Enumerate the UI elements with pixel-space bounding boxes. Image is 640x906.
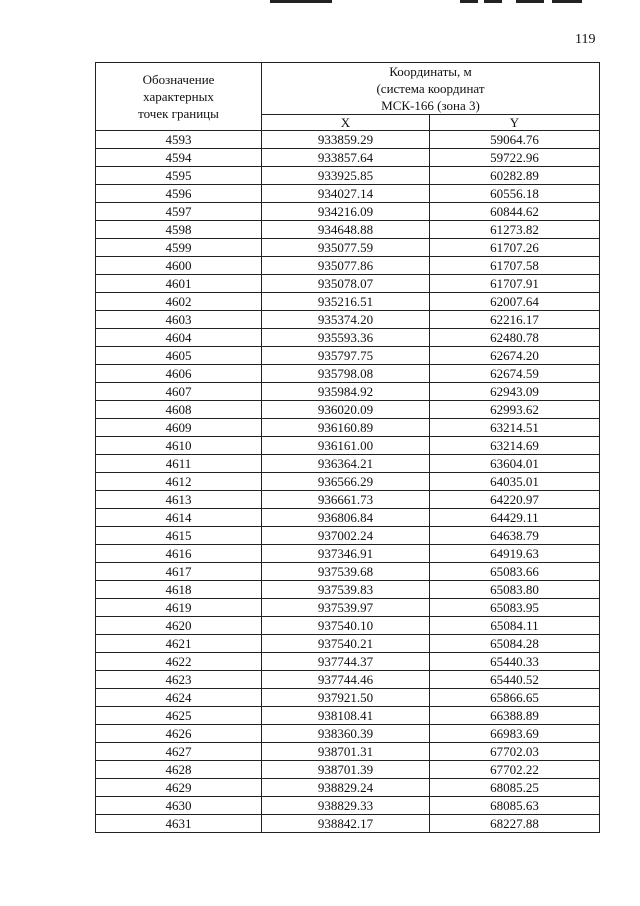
x-column-header: X — [262, 115, 430, 131]
x-coordinate-cell: 935798.08 — [262, 365, 430, 383]
coordinates-header — [262, 63, 600, 115]
y-coordinate-cell: 62216.17 — [430, 311, 600, 329]
point-id-cell: 4606 — [96, 365, 262, 383]
x-coordinate-cell: 933925.85 — [262, 167, 430, 185]
x-coordinate-cell: 937539.83 — [262, 581, 430, 599]
y-coordinate-cell: 61707.91 — [430, 275, 600, 293]
y-coordinate-cell: 62674.20 — [430, 347, 600, 365]
point-id-cell: 4607 — [96, 383, 262, 401]
x-coordinate-cell: 936566.29 — [262, 473, 430, 491]
header-line: МСК-166 (зона 3) — [381, 98, 480, 113]
x-coordinate-cell: 935374.20 — [262, 311, 430, 329]
table-row — [96, 437, 600, 455]
point-id-cell: 4603 — [96, 311, 262, 329]
table-row — [96, 221, 600, 239]
table-row — [96, 653, 600, 671]
x-coordinate-cell: 938360.39 — [262, 725, 430, 743]
y-coordinate-cell: 65866.65 — [430, 689, 600, 707]
table-row — [96, 797, 600, 815]
x-coordinate-cell: 937921.50 — [262, 689, 430, 707]
table-row — [96, 203, 600, 221]
point-id-cell: 4614 — [96, 509, 262, 527]
table-body — [96, 131, 600, 833]
x-coordinate-cell: 937002.24 — [262, 527, 430, 545]
y-coordinate-cell: 60556.18 — [430, 185, 600, 203]
x-coordinate-cell: 935216.51 — [262, 293, 430, 311]
x-coordinate-cell: 936161.00 — [262, 437, 430, 455]
y-coordinate-cell: 59064.76 — [430, 131, 600, 149]
y-coordinate-cell: 63214.69 — [430, 437, 600, 455]
x-coordinate-cell: 936364.21 — [262, 455, 430, 473]
table-row — [96, 419, 600, 437]
y-coordinate-cell: 62943.09 — [430, 383, 600, 401]
x-coordinate-cell: 937744.46 — [262, 671, 430, 689]
table-row — [96, 635, 600, 653]
point-id-cell: 4597 — [96, 203, 262, 221]
x-coordinate-cell: 936020.09 — [262, 401, 430, 419]
y-coordinate-cell: 65084.28 — [430, 635, 600, 653]
point-id-cell: 4620 — [96, 617, 262, 635]
y-coordinate-cell: 65440.52 — [430, 671, 600, 689]
y-coordinate-cell: 64429.11 — [430, 509, 600, 527]
y-coordinate-cell: 65440.33 — [430, 653, 600, 671]
point-id-cell: 4612 — [96, 473, 262, 491]
table-row — [96, 707, 600, 725]
table-row — [96, 149, 600, 167]
point-id-cell: 4610 — [96, 437, 262, 455]
table-row — [96, 689, 600, 707]
point-id-cell: 4627 — [96, 743, 262, 761]
y-coordinate-cell: 68085.25 — [430, 779, 600, 797]
y-coordinate-cell: 62993.62 — [430, 401, 600, 419]
table-row — [96, 401, 600, 419]
y-coordinate-cell: 67702.03 — [430, 743, 600, 761]
y-coordinate-cell: 61273.82 — [430, 221, 600, 239]
y-coordinate-cell: 64919.63 — [430, 545, 600, 563]
x-coordinate-cell: 935593.36 — [262, 329, 430, 347]
header-line: Обозначение — [142, 72, 215, 87]
x-coordinate-cell: 938829.24 — [262, 779, 430, 797]
y-coordinate-cell: 66983.69 — [430, 725, 600, 743]
table-row — [96, 545, 600, 563]
header-line: Координаты, м — [389, 64, 472, 79]
point-id-cell: 4616 — [96, 545, 262, 563]
x-coordinate-cell: 933857.64 — [262, 149, 430, 167]
y-coordinate-cell: 62674.59 — [430, 365, 600, 383]
y-coordinate-cell: 64035.01 — [430, 473, 600, 491]
x-coordinate-cell: 936160.89 — [262, 419, 430, 437]
table-row — [96, 311, 600, 329]
point-id-cell: 4623 — [96, 671, 262, 689]
y-coordinate-cell: 62480.78 — [430, 329, 600, 347]
point-id-cell: 4628 — [96, 761, 262, 779]
table-row — [96, 617, 600, 635]
point-id-cell: 4630 — [96, 797, 262, 815]
point-id-cell: 4625 — [96, 707, 262, 725]
point-id-cell: 4599 — [96, 239, 262, 257]
table-row — [96, 761, 600, 779]
point-id-cell: 4596 — [96, 185, 262, 203]
y-coordinate-cell: 64220.97 — [430, 491, 600, 509]
point-id-cell: 4595 — [96, 167, 262, 185]
y-coordinate-cell: 65083.66 — [430, 563, 600, 581]
y-coordinate-cell: 62007.64 — [430, 293, 600, 311]
x-coordinate-cell: 935077.59 — [262, 239, 430, 257]
table-row — [96, 671, 600, 689]
y-column-header: Y — [430, 115, 600, 131]
y-coordinate-cell: 65083.95 — [430, 599, 600, 617]
point-designation-header — [96, 63, 262, 131]
y-coordinate-cell: 59722.96 — [430, 149, 600, 167]
header-line: (система координат — [376, 81, 485, 96]
point-id-cell: 4629 — [96, 779, 262, 797]
point-id-cell: 4613 — [96, 491, 262, 509]
table-row — [96, 185, 600, 203]
x-coordinate-cell: 935077.86 — [262, 257, 430, 275]
point-id-cell: 4594 — [96, 149, 262, 167]
table-row — [96, 779, 600, 797]
y-coordinate-cell: 66388.89 — [430, 707, 600, 725]
table-row — [96, 383, 600, 401]
point-id-cell: 4609 — [96, 419, 262, 437]
table-row — [96, 239, 600, 257]
x-coordinate-cell: 937346.91 — [262, 545, 430, 563]
table-row — [96, 743, 600, 761]
x-coordinate-cell: 935984.92 — [262, 383, 430, 401]
point-id-cell: 4593 — [96, 131, 262, 149]
point-id-cell: 4601 — [96, 275, 262, 293]
x-coordinate-cell: 937539.68 — [262, 563, 430, 581]
table-row — [96, 599, 600, 617]
coordinates-table — [95, 62, 600, 833]
table-row — [96, 455, 600, 473]
x-coordinate-cell: 938842.17 — [262, 815, 430, 833]
y-coordinate-cell: 68227.88 — [430, 815, 600, 833]
table-row — [96, 725, 600, 743]
point-id-cell: 4631 — [96, 815, 262, 833]
x-coordinate-cell: 938701.31 — [262, 743, 430, 761]
table-row — [96, 131, 600, 149]
table-row — [96, 491, 600, 509]
y-coordinate-cell: 65084.11 — [430, 617, 600, 635]
y-coordinate-cell: 61707.58 — [430, 257, 600, 275]
x-coordinate-cell: 935797.75 — [262, 347, 430, 365]
point-id-cell: 4624 — [96, 689, 262, 707]
table-row — [96, 815, 600, 833]
y-coordinate-cell: 68085.63 — [430, 797, 600, 815]
x-coordinate-cell: 933859.29 — [262, 131, 430, 149]
y-coordinate-cell: 60844.62 — [430, 203, 600, 221]
x-coordinate-cell: 938701.39 — [262, 761, 430, 779]
y-coordinate-cell: 63214.51 — [430, 419, 600, 437]
header-line: точек границы — [138, 106, 219, 121]
point-id-cell: 4621 — [96, 635, 262, 653]
point-id-cell: 4611 — [96, 455, 262, 473]
table-row — [96, 581, 600, 599]
header-line: характерных — [143, 89, 214, 104]
x-coordinate-cell: 936806.84 — [262, 509, 430, 527]
table-row — [96, 329, 600, 347]
x-coordinate-cell: 936661.73 — [262, 491, 430, 509]
table-row — [96, 473, 600, 491]
x-coordinate-cell: 938829.33 — [262, 797, 430, 815]
point-id-cell: 4626 — [96, 725, 262, 743]
x-coordinate-cell: 937540.10 — [262, 617, 430, 635]
table-row — [96, 509, 600, 527]
y-coordinate-cell: 60282.89 — [430, 167, 600, 185]
point-id-cell: 4600 — [96, 257, 262, 275]
point-id-cell: 4598 — [96, 221, 262, 239]
scan-top-marks — [270, 0, 600, 4]
table-row — [96, 275, 600, 293]
point-id-cell: 4619 — [96, 599, 262, 617]
page-number: 119 — [575, 32, 596, 47]
point-id-cell: 4604 — [96, 329, 262, 347]
point-id-cell: 4608 — [96, 401, 262, 419]
x-coordinate-cell: 937540.21 — [262, 635, 430, 653]
x-coordinate-cell: 934027.14 — [262, 185, 430, 203]
table-row — [96, 365, 600, 383]
x-coordinate-cell: 934648.88 — [262, 221, 430, 239]
y-coordinate-cell: 65083.80 — [430, 581, 600, 599]
table-row — [96, 527, 600, 545]
y-coordinate-cell: 61707.26 — [430, 239, 600, 257]
y-coordinate-cell: 63604.01 — [430, 455, 600, 473]
x-coordinate-cell: 937539.97 — [262, 599, 430, 617]
point-id-cell: 4622 — [96, 653, 262, 671]
table-row — [96, 347, 600, 365]
x-coordinate-cell: 937744.37 — [262, 653, 430, 671]
point-id-cell: 4615 — [96, 527, 262, 545]
point-id-cell: 4617 — [96, 563, 262, 581]
x-coordinate-cell: 935078.07 — [262, 275, 430, 293]
table-row — [96, 167, 600, 185]
point-id-cell: 4602 — [96, 293, 262, 311]
x-coordinate-cell: 934216.09 — [262, 203, 430, 221]
x-coordinate-cell: 938108.41 — [262, 707, 430, 725]
table-row — [96, 563, 600, 581]
point-id-cell: 4605 — [96, 347, 262, 365]
table-row — [96, 257, 600, 275]
y-coordinate-cell: 64638.79 — [430, 527, 600, 545]
table-row — [96, 293, 600, 311]
point-id-cell: 4618 — [96, 581, 262, 599]
y-coordinate-cell: 67702.22 — [430, 761, 600, 779]
